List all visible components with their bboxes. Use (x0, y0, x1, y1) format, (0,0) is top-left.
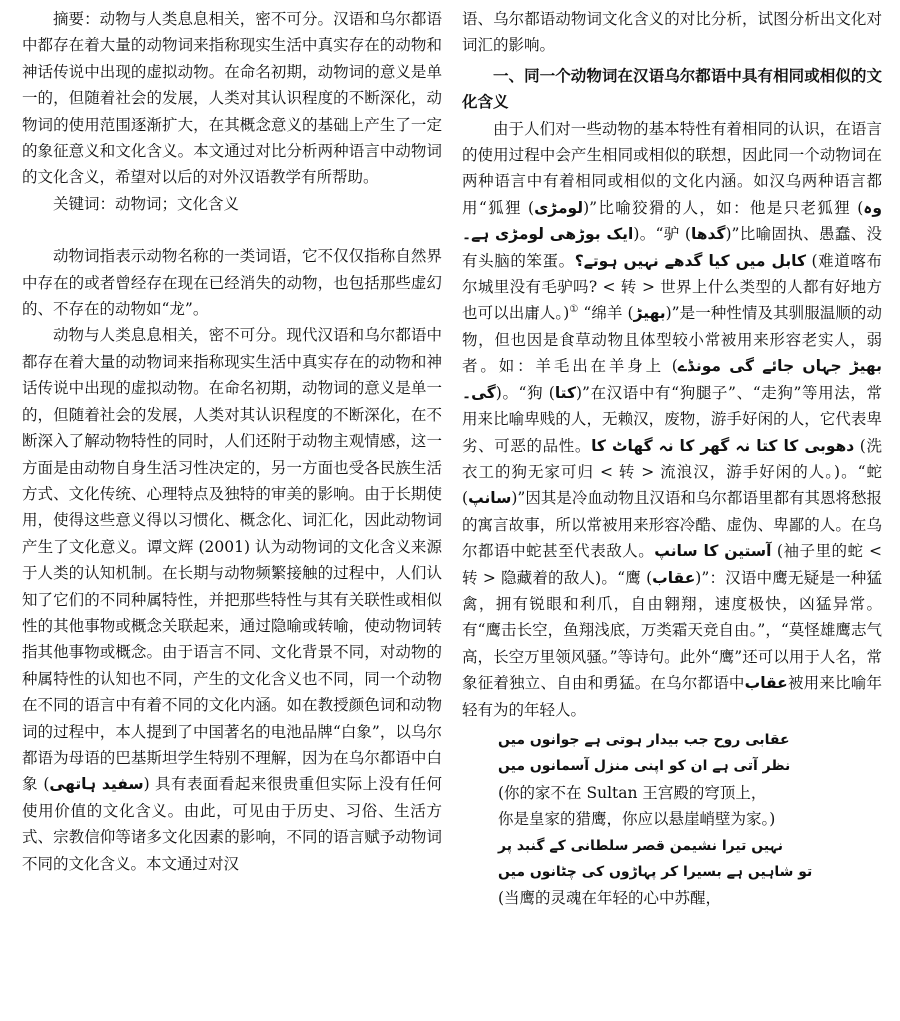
body-text: )”比喻固执、愚蠢、没有头脑的笨蛋。 (462, 225, 882, 270)
urdu-term: آستین کا سانپ (654, 542, 772, 561)
intro-paragraph-2 (22, 322, 442, 877)
paragraph-text: ) 具有表面看起来很贵重但实际上没有任何使用价值的文化含义。由此，可见由于历史、习俗、生活方式、宗教信仰等诸多文化因素的影响，不同的语言赋予动物词不同的文化含义。本文通过对汉 (22, 775, 442, 873)
urdu-term: لومڑی (534, 198, 584, 217)
section-heading: 一、同一个动物词在汉语乌尔都语中具有相同或相似的文化含义 (462, 66, 882, 112)
urdu-term: کتا (554, 383, 576, 402)
translation-block-1 (462, 780, 882, 833)
abstract: 摘要：动物与人类息息相关，密不可分。汉语和乌尔都语中都存在着大量的动物词来指称现实生活中真实存在的动物和神话传说中出现的虚拟动物。在命名初期，动物词的意义是单一的，但随着社会的发展，人类对其认识程度的不断深化，动物词的使用范围逐渐扩大，在其概念意义的基础上产生了一定的象征意义和文化含义。本文通过对比分析两种语言中动物词的文化含义，希望对以后的对外汉语教学有所帮助。 (22, 10, 442, 187)
poem-line: عقابی روح جب بیدار ہوتی ہے جوانوں میں (498, 731, 790, 748)
translation-line: (你的家不在 Sultan 王宫殿的穹顶上， (498, 783, 767, 802)
urdu-term: گدھا (690, 225, 726, 244)
body-text: )”：汉语中鹰无疑是一种猛禽，拥有锐眼和利爪，自由翱翔，速度极快，凶猛异常。有“鹰击长空，鱼翔浅底，万类霜天竞自由。”，“莫怪雄鹰志气高，长空万里领风骚。”等诗句。此外“鹰”还可以用于人名，常象征着独立、自由和勇猛。在乌尔都语中 (462, 568, 882, 693)
poem-block-2 (462, 833, 882, 886)
body-text: 被用来比喻年轻有为的年轻人。 (462, 674, 882, 719)
body-text: )”在汉语中有“狗腿子”、“走狗”等用法，常用来比喻卑贱的人，无赖汉，废物，游手好闲的人，它代表卑劣、可恶的品性。 (462, 383, 882, 455)
body-text: )”因其是冷血动物且汉语和乌尔都语里都有其恩将愁报的寓言故事，所以常被用来形容冷酷、虚伪、卑鄙的人。在乌尔都语中蛇甚至代表敌人。 (462, 489, 882, 561)
translation-block-2 (462, 885, 882, 911)
poem-line: تو شاہیں ہے بسیرا کر پہاڑوں کی چٹانوں میں (498, 864, 813, 880)
intro-paragraph-1: 动物词指表示动物名称的一类词语，它不仅仅指称自然界中存在的或者曾经存在现在已经消失的动物，也包括那些虚幻的、不存在的动物如“龙”。 (22, 247, 442, 319)
poem-line: نہیں تیرا نشیمن قصر سلطانی کے گنبد پر (498, 837, 784, 854)
body-text: 由于人们对一些动物的基本特性有着相同的认识，在语言的使用过程中会产生相同或相似的联想，因此同一个动物词在两种语言中有着相同或相似的文化内涵。如汉乌两种语言都用“狐狸 ( (462, 119, 882, 217)
poem-line: نظر آتی ہے ان کو اپنی منزل آسمانوں میں (498, 758, 791, 775)
section-body (462, 116, 882, 723)
body-text: “绵羊 ( (578, 304, 634, 323)
urdu-term: دھوبی کا کتا نہ گھر کا نہ گھاٹ کا (591, 436, 855, 455)
body-text: )。“驴 ( (633, 225, 691, 244)
body-text: (洗衣工的狗无家可归 < 转 > 流浪汉，游手好闲的人。)。“蛇 ( (462, 436, 882, 508)
translation-line: 你是皇家的猎鹰，你应以悬崖峭壁为家。) (498, 810, 776, 829)
keywords: 关键词：动物词；文化含义 (53, 194, 240, 213)
body-text: (袖子里的蛇 < 转 > 隐藏着的敌人)。“鹰 ( (462, 542, 882, 587)
urdu-term: سانپ (468, 489, 512, 508)
urdu-term: کابل میں کیا گدھے نہیں ہوتے؟ (574, 251, 806, 270)
continued-text: 语、乌尔都语动物词文化含义的对比分析，试图分析出文化对词汇的影响。 (462, 10, 882, 55)
urdu-term: وہ ایک بوڑھی لومڑی ہے۔ (462, 198, 882, 244)
right-column (462, 6, 882, 912)
translation-line: (当鹰的灵魂在年轻的心中苏醒， (498, 889, 722, 908)
body-text: )”是一种性情及其驯服温顺的动物，但也因是食草动物且体型较小常被用来形容老实人，弱者。如：羊毛出在羊身上 ( (462, 304, 882, 376)
body-text: )。“狗 ( (495, 383, 555, 402)
spacer (22, 217, 442, 243)
urdu-term: عقاب (652, 568, 696, 587)
left-column (22, 6, 442, 877)
urdu-term: بھیڑ جہاں جائے گی مونڈے گی۔ (462, 357, 882, 402)
paragraph-text: 动物与人类息息相关，密不可分。现代汉语和乌尔都语中都存在着大量的动物词来指称现实生活中真实存在的动物和神话传说中出现的虚拟动物。在命名初期，动物词的意义是单一的，但随着社会的发展，人类对其认识程度的不断深化，在不断深入了解动物特性的同时，人们还附于动物主观情感，这一方面是由动物自身生活习性决定的，另一方面也受各民族生活方式、文化传统、心理特点及独特的审美的影响。由于长期使用，使得这些意义得以习惯化、概念化、词汇化，因此动物词产生了文化意义。谭文辉 (2001) 认为动物词的文化含义来源于人类的认知机制。在长期与动物频繁接触的过程中，人们认知了它们的不同种属特性，并把那些特性与其有关联性或相似性的其他事物或概念关联起来，通过隐喻或转喻，使动物词转指其他事物或概念。由于语言不同、文化背景不同，对动物的种属特性的认知也不同，产生的文化含义也不同，同一个动物在不同的语言中有着不同的文化内涵。如在教授颜色词和动物词的过程中，本人提到了中国著名的电池品牌“白象”，以乌尔都语为母语的巴基斯坦学生特别不理解，因为在乌尔都语中白象 ( (22, 326, 442, 794)
urdu-term-white-elephant: سفید ہاتھی (49, 775, 144, 794)
body-text: )”比喻狡猾的人，如：他是只老狐狸 ( (583, 198, 864, 217)
urdu-term: عقاب (744, 674, 788, 693)
poem-block-1 (462, 727, 882, 780)
footnote-marker: ① (569, 304, 579, 316)
body-text: (难道喀布尔城里没有毛驴吗? < 转 > 世界上什么类型的人都有好地方也可以出庸人。) (462, 251, 882, 323)
urdu-term: بھیڑ (633, 304, 666, 323)
